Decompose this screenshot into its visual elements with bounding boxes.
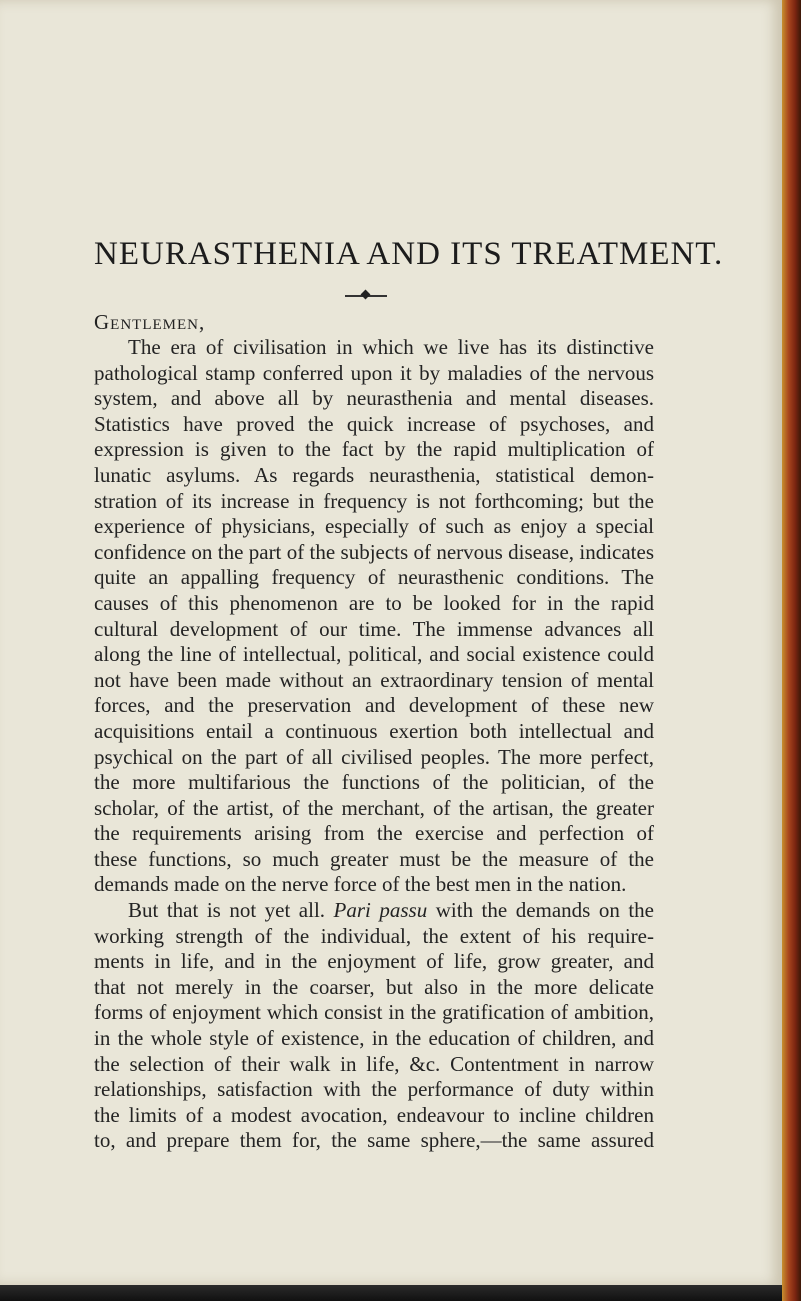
page-bottom-edge: [0, 1285, 782, 1301]
title-ornament: [345, 291, 387, 301]
text-line: the selection of their walk in life, &c. Contentment in narrow: [94, 1051, 654, 1076]
text-line: psychical on the part of all civilised peoples. The more perfect,: [94, 744, 654, 769]
text-line: experience of physicians, especially of such as enjoy a special: [94, 514, 654, 539]
text-line: pathological stamp conferred upon it by maladies of the nervous: [94, 360, 654, 385]
text-line: Statistics have proved the quick increase of psychoses, and: [94, 411, 654, 436]
text-line: that not merely in the coarser, but also in the more delicate: [94, 974, 654, 999]
text-line: demands made on the nerve force of the best men in the nation.: [94, 872, 627, 897]
text-line: quite an appalling frequency of neurasthenic conditions. The: [94, 565, 654, 590]
text-line: The era of civilisation in which we live has its distinctive: [128, 335, 654, 359]
book-spine-edge: [782, 0, 801, 1301]
text-line: the more multifarious the functions of the politician, of the: [94, 770, 654, 795]
text-line: lunatic asylums. As regards neurasthenia, statistical demon-: [94, 462, 654, 487]
text-line: along the line of intellectual, political, and social existence could: [94, 642, 654, 667]
diamond-icon: [361, 290, 371, 300]
text-line: system, and above all by neurasthenia and mental diseases.: [94, 386, 654, 411]
text-line: causes of this phenomenon are to be looked for in the rapid: [94, 590, 654, 615]
text-line: acquisitions entail a continuous exertion both intellectual and: [94, 718, 654, 743]
text-line: forces, and the preservation and development of these new: [94, 693, 654, 718]
text-line: forms of enjoyment which consist in the gratification of ambition,: [94, 1000, 654, 1025]
text-line: stration of its increase in frequency is not forthcoming; but the: [94, 488, 654, 513]
text-line: in the whole style of existence, in the education of children, and: [94, 1026, 654, 1051]
salutation: Gentlemen,: [94, 310, 206, 334]
chapter-title: NEURASTHENIA AND ITS TREATMENT.: [94, 236, 724, 272]
text-line: to, and prepare them for, the same sphere,—the same assured: [94, 1128, 654, 1153]
text-line: working strength of the individual, the extent of his require-: [94, 923, 654, 948]
text-line: the requirements arising from the exercise and perfection of: [94, 821, 654, 846]
text-line: scholar, of the artist, of the merchant, of the artisan, the greater: [94, 795, 654, 820]
text-line: ments in life, and in the enjoyment of life, grow greater, and: [94, 949, 654, 974]
text-line: the limits of a modest avocation, endeavour to incline children: [94, 1102, 654, 1127]
text-line: relationships, satisfaction with the performance of duty within: [94, 1077, 654, 1102]
text-line: these functions, so much greater must be the measure of the: [94, 846, 654, 871]
body-text: [94, 335, 654, 1154]
text-line: cultural development of our time. The immense advances all: [94, 616, 654, 641]
text-line: expression is given to the fact by the rapid multiplication of: [94, 437, 654, 462]
text-line: confidence on the part of the subjects of nervous disease, indicates: [94, 539, 654, 564]
text-line: not have been made without an extraordinary tension of mental: [94, 667, 654, 692]
text-line: But that is not yet all. Pari passu with the demands on the: [128, 898, 655, 923]
